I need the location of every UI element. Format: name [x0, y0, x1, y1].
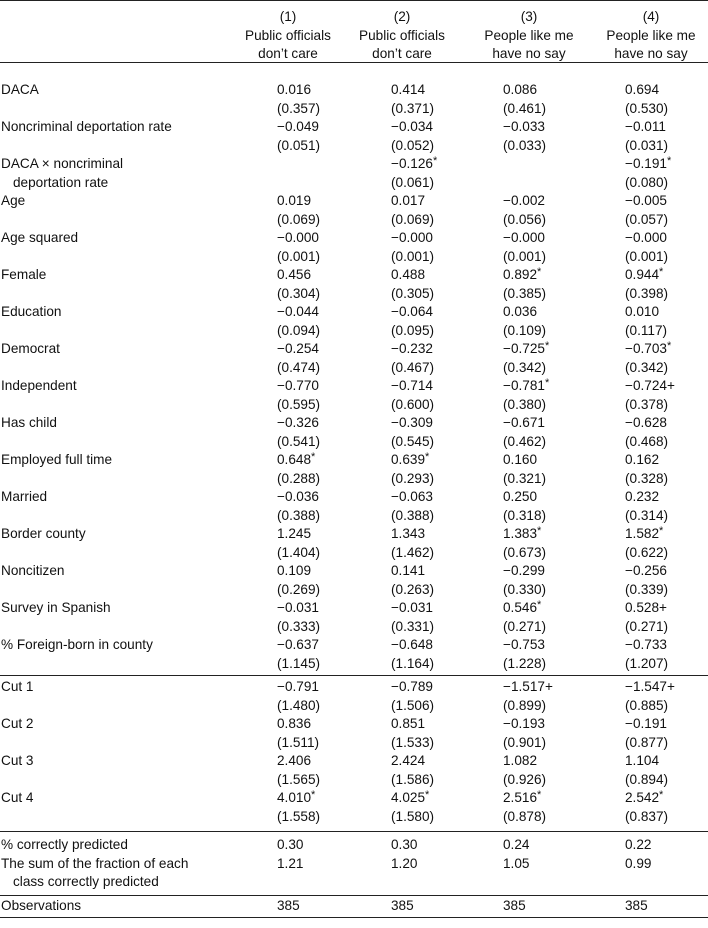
cell-value: (1.404) — [277, 544, 321, 560]
cell-value: (0.001) — [625, 248, 669, 264]
cell-value: 1.343 — [391, 526, 426, 541]
cell-value: (0.057) — [625, 211, 669, 227]
variable-se-row — [0, 100, 708, 119]
cell-value: (0.468) — [625, 433, 669, 449]
cut-coef-row — [0, 678, 708, 697]
column-header-2: (2) Public officials don’t care — [359, 9, 445, 61]
cell-value: (0.051) — [277, 137, 321, 153]
cell-value: −0.000 — [625, 230, 667, 245]
cell-value: (1.558) — [277, 808, 321, 824]
cell-value: (0.031) — [625, 137, 669, 153]
cell-value: −1.547+ — [625, 679, 675, 694]
cell-value: −0.002 — [503, 193, 545, 208]
row-label: deportation rate — [13, 174, 109, 190]
cell-value: (0.333) — [277, 618, 321, 634]
row-label: Democrat — [1, 341, 60, 356]
row-label: DACA × noncriminal — [1, 156, 124, 171]
cell-value: −0.036 — [277, 489, 319, 504]
cell-value: (0.541) — [277, 433, 321, 449]
cell-value: −0.034 — [391, 119, 433, 134]
cell-value: (0.530) — [625, 100, 669, 116]
cell-value: −0.309 — [391, 415, 433, 430]
row-label: Employed full time — [1, 452, 113, 467]
variable-se-row — [0, 137, 708, 156]
cell-value: 0.036 — [503, 304, 538, 319]
cell-value: (1.586) — [391, 771, 435, 787]
cell-value: 0.232 — [625, 489, 660, 504]
cell-value: −0.714 — [391, 378, 433, 393]
row-label: % correctly predicted — [1, 837, 128, 852]
variable-se-row — [0, 211, 708, 230]
cut-se-row — [0, 808, 708, 827]
cell-value: −0.044 — [277, 304, 319, 319]
cell-value: 385 — [277, 897, 300, 913]
cell-value: (0.314) — [625, 507, 669, 523]
cell-value: −0.191 * — [625, 155, 667, 174]
cell-value: −0.031 — [391, 600, 433, 615]
variable-coef-row — [0, 81, 708, 100]
cell-value: 0.162 — [625, 452, 660, 467]
variable-coef-row — [0, 229, 708, 248]
cell-value: 4.010 * — [277, 789, 311, 808]
cell-value: (0.001) — [277, 248, 321, 264]
cell-value: −0.064 — [391, 304, 433, 319]
cell-value: 0.944 * — [625, 266, 659, 285]
cell-value: −0.011 — [625, 119, 666, 134]
variable-se-row — [0, 655, 708, 674]
row-label: Cut 2 — [1, 716, 34, 731]
cell-value: −0.126 * — [391, 155, 433, 174]
cell-value: (1.565) — [277, 771, 321, 787]
variable-coef-row — [0, 414, 708, 433]
cell-value: (1.506) — [391, 697, 435, 713]
cell-value: (0.271) — [503, 618, 547, 634]
cell-value: 0.892 * — [503, 266, 537, 285]
cell-value: (0.622) — [625, 544, 669, 560]
cell-value: −0.733 — [625, 637, 667, 652]
cell-value: (0.901) — [503, 734, 547, 750]
cell-value: 1.082 — [503, 753, 538, 768]
variable-se-row — [0, 618, 708, 637]
cell-value: (0.388) — [391, 507, 435, 523]
table-body — [0, 63, 708, 918]
cell-value: −0.000 — [391, 230, 433, 245]
cell-value: (1.480) — [277, 697, 321, 713]
cell-value: 385 — [625, 897, 648, 913]
cell-value: (0.033) — [503, 137, 547, 153]
cell-value: −0.703 * — [625, 340, 667, 359]
cell-value: (0.095) — [391, 322, 435, 338]
cell-value: (1.533) — [391, 734, 435, 750]
cut-se-row — [0, 697, 708, 716]
cell-value: (0.117) — [625, 322, 668, 338]
cell-value: (1.580) — [391, 808, 435, 824]
cell-value: (0.269) — [277, 581, 321, 597]
cell-value: (0.371) — [391, 100, 435, 116]
cell-value: −0.063 — [391, 489, 433, 504]
cell-value: (0.288) — [277, 470, 321, 486]
cell-value: (0.385) — [503, 285, 547, 301]
cell-value: (0.342) — [503, 359, 547, 375]
cell-value: −0.628 — [625, 415, 667, 430]
significance-star: * — [425, 451, 430, 463]
fit-row-cont — [0, 873, 708, 892]
cut-coef-row — [0, 752, 708, 771]
cell-value: (0.894) — [625, 771, 669, 787]
cell-value: 0.694 — [625, 82, 660, 97]
variable-coef-row — [0, 340, 708, 359]
cut-se-row — [0, 771, 708, 790]
row-label: Noncriminal deportation rate — [1, 119, 172, 134]
cell-value: −0.326 — [277, 415, 319, 430]
variable-coef-row — [0, 525, 708, 544]
cell-value: (0.061) — [391, 174, 435, 190]
variable-se-row — [0, 174, 708, 193]
cell-value: (0.331) — [391, 618, 435, 634]
cell-value: (0.339) — [625, 581, 669, 597]
column-header-3: (3) People like me have no say — [484, 9, 574, 61]
cell-value: 0.010 — [625, 304, 660, 319]
cell-value: (0.378) — [625, 396, 669, 412]
cell-value: (0.318) — [503, 507, 547, 523]
cell-value: −0.637 — [277, 637, 319, 652]
row-label: % Foreign-born in county — [1, 637, 153, 652]
cell-value: −0.005 — [625, 193, 667, 208]
cell-value: (0.001) — [503, 248, 547, 264]
significance-star: * — [537, 789, 542, 801]
cell-value: −0.031 — [277, 600, 319, 615]
fit-row — [0, 855, 708, 874]
cut-se-row — [0, 734, 708, 753]
cell-value: (0.885) — [625, 697, 669, 713]
row-label: Age squared — [1, 230, 79, 245]
cell-value: 2.542 * — [625, 789, 659, 808]
cell-value: (0.545) — [391, 433, 435, 449]
cell-value: 1.05 — [503, 855, 530, 871]
cell-value: (0.001) — [391, 248, 435, 264]
bottom-rule — [0, 917, 708, 918]
row-label: The sum of the fraction of each — [1, 855, 189, 871]
cell-value: (0.388) — [277, 507, 321, 523]
row-label: Border county — [1, 526, 86, 541]
cell-value: 0.456 — [277, 267, 312, 282]
cell-value: (0.877) — [625, 734, 669, 750]
cell-value: 0.30 — [391, 837, 418, 852]
cell-value: −0.033 — [503, 119, 545, 134]
cell-value: (0.467) — [391, 359, 435, 375]
cell-value: 0.086 — [503, 82, 538, 97]
cell-value: (0.069) — [391, 211, 435, 227]
cell-value: 0.639 * — [391, 451, 425, 470]
spacer — [0, 63, 708, 81]
cell-value: 2.516 * — [503, 789, 537, 808]
cell-value: 0.851 — [391, 716, 426, 731]
cell-value: 0.414 — [391, 82, 426, 97]
cell-value: 0.99 — [625, 855, 652, 871]
cell-value: −0.725 * — [503, 340, 545, 359]
cell-value: (0.673) — [503, 544, 547, 560]
cell-value: (0.600) — [391, 396, 435, 412]
column-header-row — [0, 1, 708, 62]
significance-star: * — [311, 789, 316, 801]
cell-value: (0.080) — [625, 174, 669, 190]
significance-star: * — [666, 340, 672, 352]
cell-value: 1.582 * — [625, 525, 659, 544]
cell-value: −0.671 — [503, 415, 545, 430]
cell-value: (0.056) — [503, 211, 547, 227]
significance-star: * — [659, 525, 664, 537]
variable-coef-row — [0, 303, 708, 322]
row-label: class correctly predicted — [13, 874, 159, 889]
row-label: Education — [1, 304, 62, 319]
cell-value: (0.304) — [277, 285, 321, 301]
cell-value: (1.511) — [277, 734, 320, 750]
cell-value: (0.357) — [277, 100, 321, 116]
variable-se-row — [0, 359, 708, 378]
cell-value: (1.164) — [391, 655, 435, 671]
cell-value: (0.328) — [625, 470, 669, 486]
cell-value: −0.781 * — [503, 377, 545, 396]
cell-value: 0.250 — [503, 489, 538, 504]
row-label: Observations — [1, 897, 82, 913]
cell-value: 385 — [391, 897, 414, 913]
cell-value: 2.424 — [391, 753, 426, 768]
cell-value: 0.22 — [625, 837, 652, 852]
variable-coef-row — [0, 636, 708, 655]
cell-value: 0.648 * — [277, 451, 311, 470]
cell-value: 0.836 — [277, 716, 312, 731]
variable-coef-row — [0, 118, 708, 137]
cell-value: (0.398) — [625, 285, 669, 301]
cell-value: (0.837) — [625, 808, 669, 824]
cell-value: −0.791 — [277, 679, 319, 694]
variable-coef-row — [0, 266, 708, 285]
row-label: Survey in Spanish — [1, 600, 111, 615]
cell-value: (0.069) — [277, 211, 321, 227]
fit-row — [0, 836, 708, 855]
significance-star: * — [432, 155, 438, 167]
cell-value: 1.383 * — [503, 525, 537, 544]
cell-value: −0.724+ — [625, 378, 675, 393]
significance-star: * — [544, 340, 550, 352]
cell-value: 1.20 — [391, 855, 418, 871]
variable-coef-row — [0, 488, 708, 507]
row-label: Married — [1, 489, 48, 504]
cell-value: (1.145) — [277, 655, 321, 671]
variable-se-row — [0, 507, 708, 526]
cell-value: (1.207) — [625, 655, 669, 671]
cell-value: 385 — [503, 897, 526, 913]
observations-row — [0, 897, 708, 916]
variable-se-row — [0, 433, 708, 452]
cell-value: 0.019 — [277, 193, 312, 208]
cell-value: 1.245 — [277, 526, 312, 541]
cell-value: (0.052) — [391, 137, 435, 153]
cell-value: 2.406 — [277, 753, 312, 768]
cell-value: −0.193 — [503, 716, 545, 731]
cell-value: (1.228) — [503, 655, 547, 671]
row-label: DACA — [1, 82, 39, 97]
cell-value: (0.899) — [503, 697, 547, 713]
cell-value: −0.256 — [625, 563, 667, 578]
cell-value: 0.24 — [503, 837, 530, 852]
cell-value: (0.094) — [277, 322, 321, 338]
cell-value: (0.263) — [391, 581, 435, 597]
variable-coef-row — [0, 451, 708, 470]
cell-value: −1.517+ — [503, 679, 553, 694]
cell-value: −0.789 — [391, 679, 433, 694]
cell-value: −0.000 — [277, 230, 319, 245]
cell-value: 4.025 * — [391, 789, 425, 808]
cell-value: 0.016 — [277, 82, 312, 97]
cell-value: −0.049 — [277, 119, 319, 134]
variable-coef-row — [0, 599, 708, 618]
cut-coef-row — [0, 715, 708, 734]
significance-star: * — [425, 789, 430, 801]
row-label: Noncitizen — [1, 563, 65, 578]
cell-value: (0.462) — [503, 433, 547, 449]
cell-value: (0.109) — [503, 322, 547, 338]
cell-value: (0.271) — [625, 618, 669, 634]
significance-star: * — [537, 525, 542, 537]
cell-value: (0.293) — [391, 470, 435, 486]
variable-coef-row — [0, 155, 708, 174]
significance-star: * — [659, 266, 664, 278]
significance-star: * — [666, 155, 672, 167]
cell-value: (0.330) — [503, 581, 547, 597]
cell-value: −0.753 — [503, 637, 545, 652]
cell-value: (0.878) — [503, 808, 547, 824]
row-label: Cut 3 — [1, 753, 34, 768]
cell-value: (0.321) — [503, 470, 547, 486]
row-label: Cut 1 — [1, 679, 34, 694]
row-label: Age — [1, 193, 26, 208]
variable-coef-row — [0, 377, 708, 396]
cell-value: 0.109 — [277, 563, 312, 578]
row-label: Female — [1, 267, 47, 282]
cell-value: 1.104 — [625, 753, 660, 768]
variable-coef-row — [0, 562, 708, 581]
cell-value: (1.462) — [391, 544, 435, 560]
row-label: Has child — [1, 415, 57, 430]
cell-value: (0.380) — [503, 396, 547, 412]
cell-value: −0.232 — [391, 341, 433, 356]
significance-star: * — [544, 377, 550, 389]
cell-value: (0.474) — [277, 359, 321, 375]
cell-value: 0.160 — [503, 452, 538, 467]
cell-value: 1.21 — [277, 855, 304, 871]
cell-value: 0.528+ — [625, 600, 667, 615]
cell-value: (0.926) — [503, 771, 547, 787]
variable-se-row — [0, 581, 708, 600]
row-label: Cut 4 — [1, 790, 34, 805]
cell-value: −0.000 — [503, 230, 545, 245]
significance-star: * — [537, 266, 542, 278]
row-label: Independent — [1, 378, 77, 393]
cell-value: (0.461) — [503, 100, 547, 116]
significance-star: * — [311, 451, 316, 463]
column-header-1: (1) Public officials don’t care — [245, 9, 331, 61]
cell-value: −0.299 — [503, 563, 545, 578]
cell-value: (0.305) — [391, 285, 435, 301]
cell-value: 0.546 * — [503, 599, 537, 618]
cell-value: −0.191 — [625, 716, 667, 731]
variable-se-row — [0, 322, 708, 341]
column-header-4: (4) People like me have no say — [606, 9, 696, 61]
cell-value: −0.770 — [277, 378, 319, 393]
cell-value: (0.342) — [625, 359, 669, 375]
cell-value: 0.141 — [391, 563, 426, 578]
cell-value: (0.595) — [277, 396, 321, 412]
variable-se-row — [0, 248, 708, 267]
significance-star: * — [659, 789, 664, 801]
variable-se-row — [0, 285, 708, 304]
variable-se-row — [0, 544, 708, 563]
cell-value: 0.488 — [391, 267, 426, 282]
variable-coef-row — [0, 192, 708, 211]
cell-value: −0.648 — [391, 637, 433, 652]
significance-star: * — [537, 599, 542, 611]
cut-coef-row — [0, 789, 708, 808]
cell-value: 0.017 — [391, 193, 426, 208]
cell-value: 0.30 — [277, 837, 304, 852]
cell-value: −0.254 — [277, 341, 319, 356]
variable-se-row — [0, 470, 708, 489]
variable-se-row — [0, 396, 708, 415]
